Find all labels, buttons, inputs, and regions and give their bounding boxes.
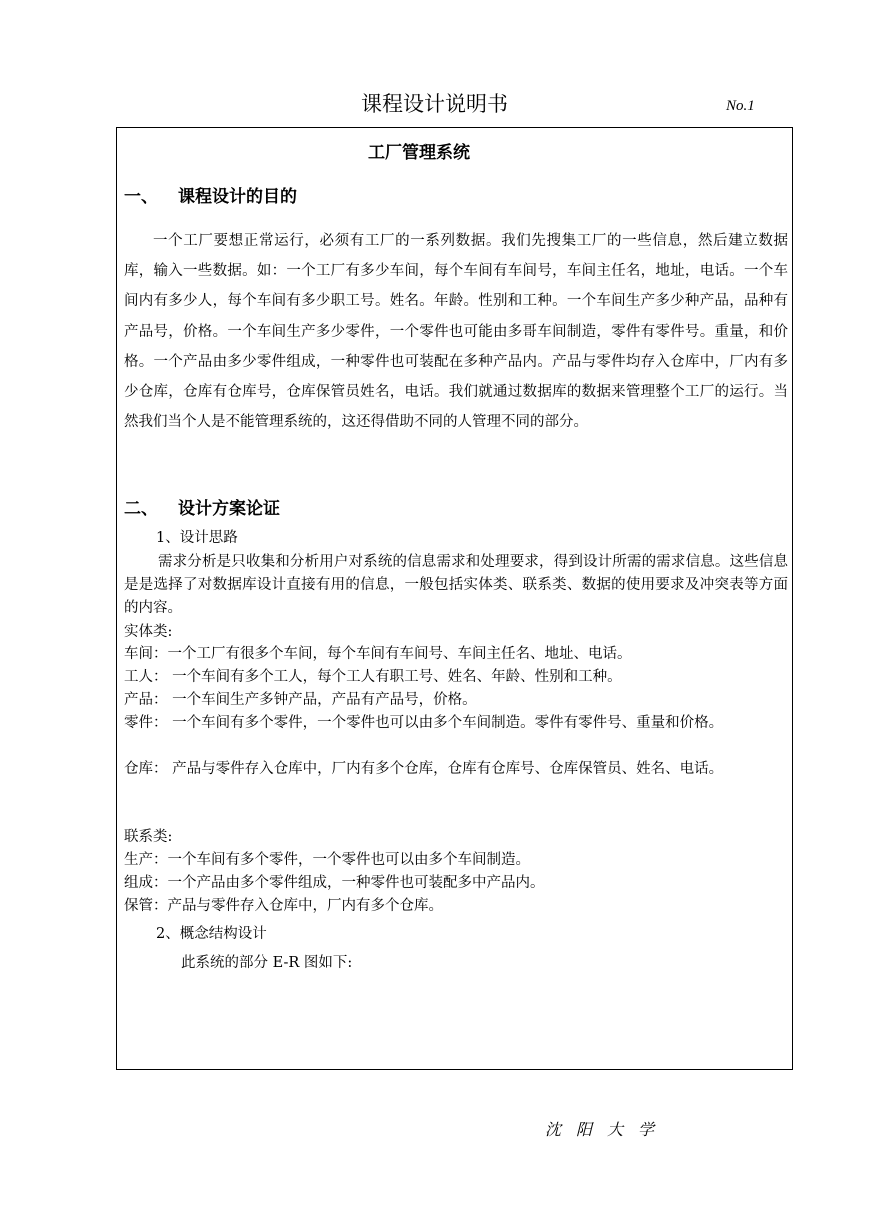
entity-worker: 工人： 一个车间有多个工人，每个工人有职工号、姓名、年龄、性别和工种。: [124, 669, 622, 685]
section1-heading: [124, 185, 297, 209]
entity-warehouse: 仓库： 产品与零件存入仓库中，厂内有多个仓库，仓库有仓库号、仓库保管员、姓名、电话。: [124, 761, 724, 777]
footer-school: 沈阳大学: [545, 1120, 670, 1139]
relation-label: 联系类:: [124, 829, 173, 845]
concept-design-subheading: 2、概念结构设计: [156, 926, 267, 942]
er-diagram-intro: 此系统的部分 E-R 图如下:: [181, 955, 353, 971]
section2-heading: [124, 497, 280, 521]
relation-keep: 保管：产品与零件存入仓库中，厂内有多个仓库。: [124, 898, 443, 914]
entity-part: 零件： 一个车间有多个零件，一个零件也可以由多个车间制造。零件有零件号、重量和价格。: [124, 715, 724, 731]
entity-label: 实体类:: [124, 624, 173, 640]
document-title: 工厂管理系统: [368, 143, 470, 163]
section1-number: 一、: [124, 187, 158, 207]
entity-product: 产品： 一个车间生产多钟产品，产品有产品号，价格。: [124, 692, 477, 708]
design-idea-paragraph: 需求分析是只收集和分析用户对系统的信息需求和处理要求，得到设计所需的需求信息。这些信息是是选择了对数据库设计直接有用的信息，一般包括实体类、联系类、数据的使用要求及冲突表等方面的内容。: [124, 554, 788, 616]
section2-title: 设计方案论证: [178, 499, 280, 519]
header-title: 课程设计说明书: [361, 92, 508, 116]
section1-title: 课程设计的目的: [178, 187, 297, 207]
entity-workshop: 车间：一个工厂有很多个车间，每个车间有车间号、车间主任名、地址、电话。: [124, 646, 632, 662]
page-number: No.1: [726, 98, 755, 114]
design-idea-subheading: 1、设计思路: [156, 530, 238, 546]
relation-produce: 生产：一个车间有多个零件，一个零件也可以由多个车间制造。: [124, 852, 530, 868]
relation-compose: 组成：一个产品由多个零件组成，一种零件也可装配多中产品内。: [124, 875, 545, 891]
section2-number: 二、: [124, 499, 158, 519]
section1-paragraph: 一个工厂要想正常运行，必须有工厂的一系列数据。我们先搜集工厂的一些信息，然后建立数据库，输入一些数据。如：一个工厂有多少车间，每个车间有车间号，车间主任名，地址，电话。一个车间内有多少人，每个车间有多少职工号。姓名。年龄。性别和工种。一个车间生产多少种产品，品种有产品号，价格。一个车间生产多少零件，一个零件也可能由多哥车间制造，零件有零件号。重量，和价格。一个产品由多少零件组成，一种零件也可装配在多种产品内。产品与零件均存入仓库中，厂内有多少仓库，仓库有仓库号，仓库保管员姓名，电话。我们就通过数据库的数据来管理整个工厂的运行。当然我们当个人是不能管理系统的，这还得借助不同的人管理不同的部分。: [124, 233, 788, 431]
